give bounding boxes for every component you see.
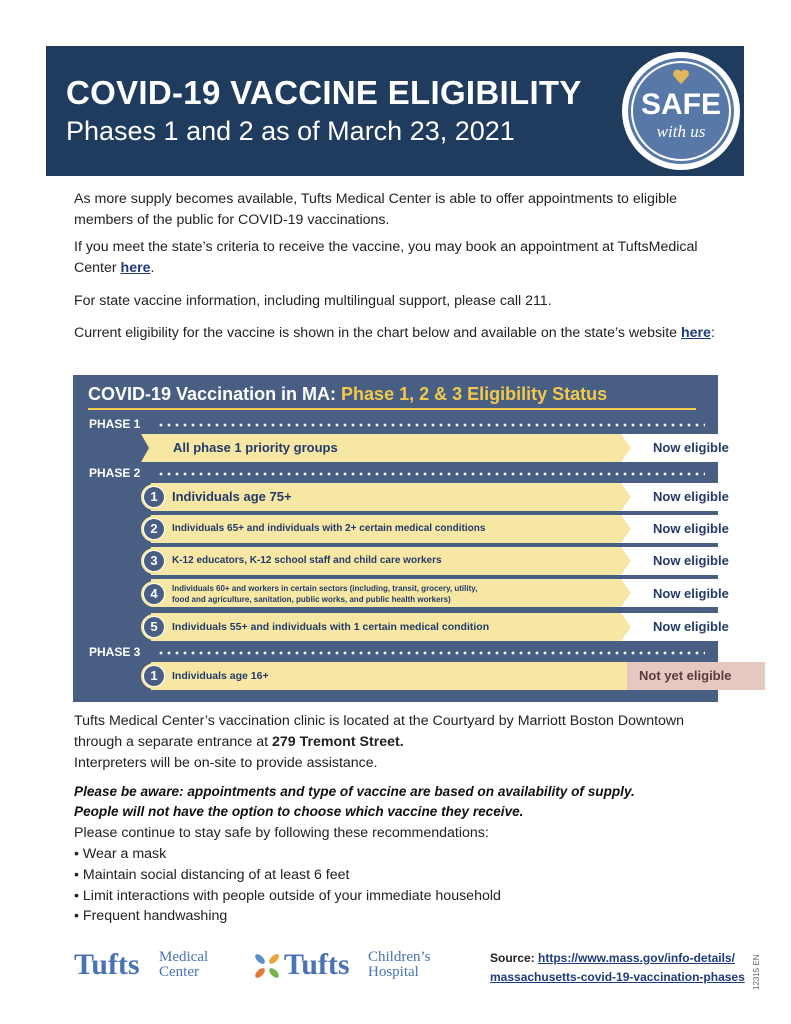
phase-2-row-1 <box>141 483 729 511</box>
row-label: All phase 1 priority groups <box>173 440 338 455</box>
recommendation-item: • Maintain social distancing of at least 6 feet <box>74 867 350 883</box>
phase-1-label: PHASE 1 <box>89 417 141 431</box>
chart-title: COVID-19 Vaccination in MA: Phase 1, 2 & 3 Eligibility Status <box>88 384 608 404</box>
heart-icon <box>672 68 690 86</box>
phase-2-label: PHASE 2 <box>89 466 141 480</box>
document-number: 12315 EN <box>752 954 761 990</box>
phase-divider <box>157 472 705 476</box>
row-label: Individuals 65+ and individuals with 2+ certain medical conditions <box>172 523 486 534</box>
row-number: 4 <box>141 581 167 607</box>
interpreters-note: Interpreters will be on-site to provide assistance. <box>74 755 378 771</box>
clinic-address: 279 Tremont Street. <box>271 734 404 750</box>
row-number: 1 <box>141 663 167 689</box>
source-link[interactable]: https://www.mass.gov/info-details/ <box>538 951 735 965</box>
status-cell <box>621 613 729 641</box>
status-text: Not yet eligible <box>639 668 732 683</box>
phase-3-label: PHASE 3 <box>89 645 141 659</box>
status-cell <box>621 515 729 543</box>
phase-2-row-3 <box>141 547 729 575</box>
intro-paragraph-4: Current eligibility for the vaccine is shown in the chart below and available on the state’s website here: <box>74 325 715 341</box>
safe-with-us-seal <box>622 52 740 170</box>
phase-3-row-1 <box>141 662 732 690</box>
supply-warning: Please be aware: appointments and type of vaccine are based on availability of supply. People will not have the option to choose which vaccine they receive. <box>74 784 635 819</box>
eligibility-chart <box>73 375 732 702</box>
header-banner <box>46 46 744 176</box>
status-cell <box>621 579 729 607</box>
status-text: Now eligible <box>653 440 729 455</box>
status-cell <box>621 547 729 575</box>
row-label: Individuals age 75+ <box>172 489 292 504</box>
status-text: Now eligible <box>653 586 729 601</box>
source-citation: Source: https://www.mass.gov/info-details/ massachusetts-covid-19-vaccination-phases <box>490 951 745 984</box>
state-website-link[interactable]: here <box>680 325 711 341</box>
row-label: Individuals 60+ and workers in certain sectors (including, transit, grocery, utility, food and agriculture, sanitation, public works, and public health workers) <box>172 584 478 604</box>
page-title: COVID-19 VACCINE ELIGIBILITY <box>66 74 582 111</box>
row-number: 5 <box>141 614 167 640</box>
status-text: Now eligible <box>653 521 729 536</box>
phase-divider <box>157 651 705 655</box>
status-text: Now eligible <box>653 619 729 634</box>
recommendation-item: • Limit interactions with people outside of your immediate household <box>74 888 501 904</box>
row-number: 1 <box>141 484 167 510</box>
row-label: Individuals 55+ and individuals with 1 certain medical condition <box>172 621 490 633</box>
phase-1-row <box>141 434 729 462</box>
intro-paragraph-3: For state vaccine information, including multilingual support, please call 211. <box>74 293 552 309</box>
row-label: K-12 educators, K-12 school staff and child care workers <box>172 555 442 566</box>
status-text: Now eligible <box>653 489 729 504</box>
recommendation-item: • Wear a mask <box>74 846 167 862</box>
page-subtitle: Phases 1 and 2 as of March 23, 2021 <box>66 116 515 146</box>
row-number: 2 <box>141 516 167 542</box>
recommendation-item: • Frequent handwashing <box>74 908 228 924</box>
phase-divider <box>157 423 705 427</box>
row-number: 3 <box>141 548 167 574</box>
seal-tagline: with us <box>656 122 706 141</box>
seal-word: SAFE <box>640 88 721 121</box>
status-cell <box>621 662 732 690</box>
intro-paragraph-2: If you meet the state’s criteria to receive the vaccine, you may book an appointment at TuftsMedical Center here. <box>74 239 698 276</box>
status-text: Now eligible <box>653 553 729 568</box>
status-cell <box>621 434 729 462</box>
booking-link[interactable]: here <box>120 260 151 276</box>
location-paragraph: Tufts Medical Center’s vaccination clinic is located at the Courtyard by Marriott Boston Downtown through a separate entrance at 279 Tremont Street. <box>74 713 685 750</box>
status-cell <box>621 483 729 511</box>
intro-paragraph-1: As more supply becomes available, Tufts Medical Center is able to offer appointments to eligible members of the public for COVID-19 vaccinations. <box>74 191 678 228</box>
title-rule <box>88 408 696 410</box>
source-link[interactable]: massachusetts-covid-19-vaccination-phases <box>490 970 745 984</box>
phase-2-row-4 <box>141 579 729 609</box>
pinwheel-icon <box>252 951 282 981</box>
phase-2-row-5 <box>141 613 729 641</box>
recommendations-intro: Please continue to stay safe by following these recommendations: <box>74 825 489 841</box>
phase-2-row-2 <box>141 515 729 543</box>
row-label: Individuals age 16+ <box>172 670 269 682</box>
